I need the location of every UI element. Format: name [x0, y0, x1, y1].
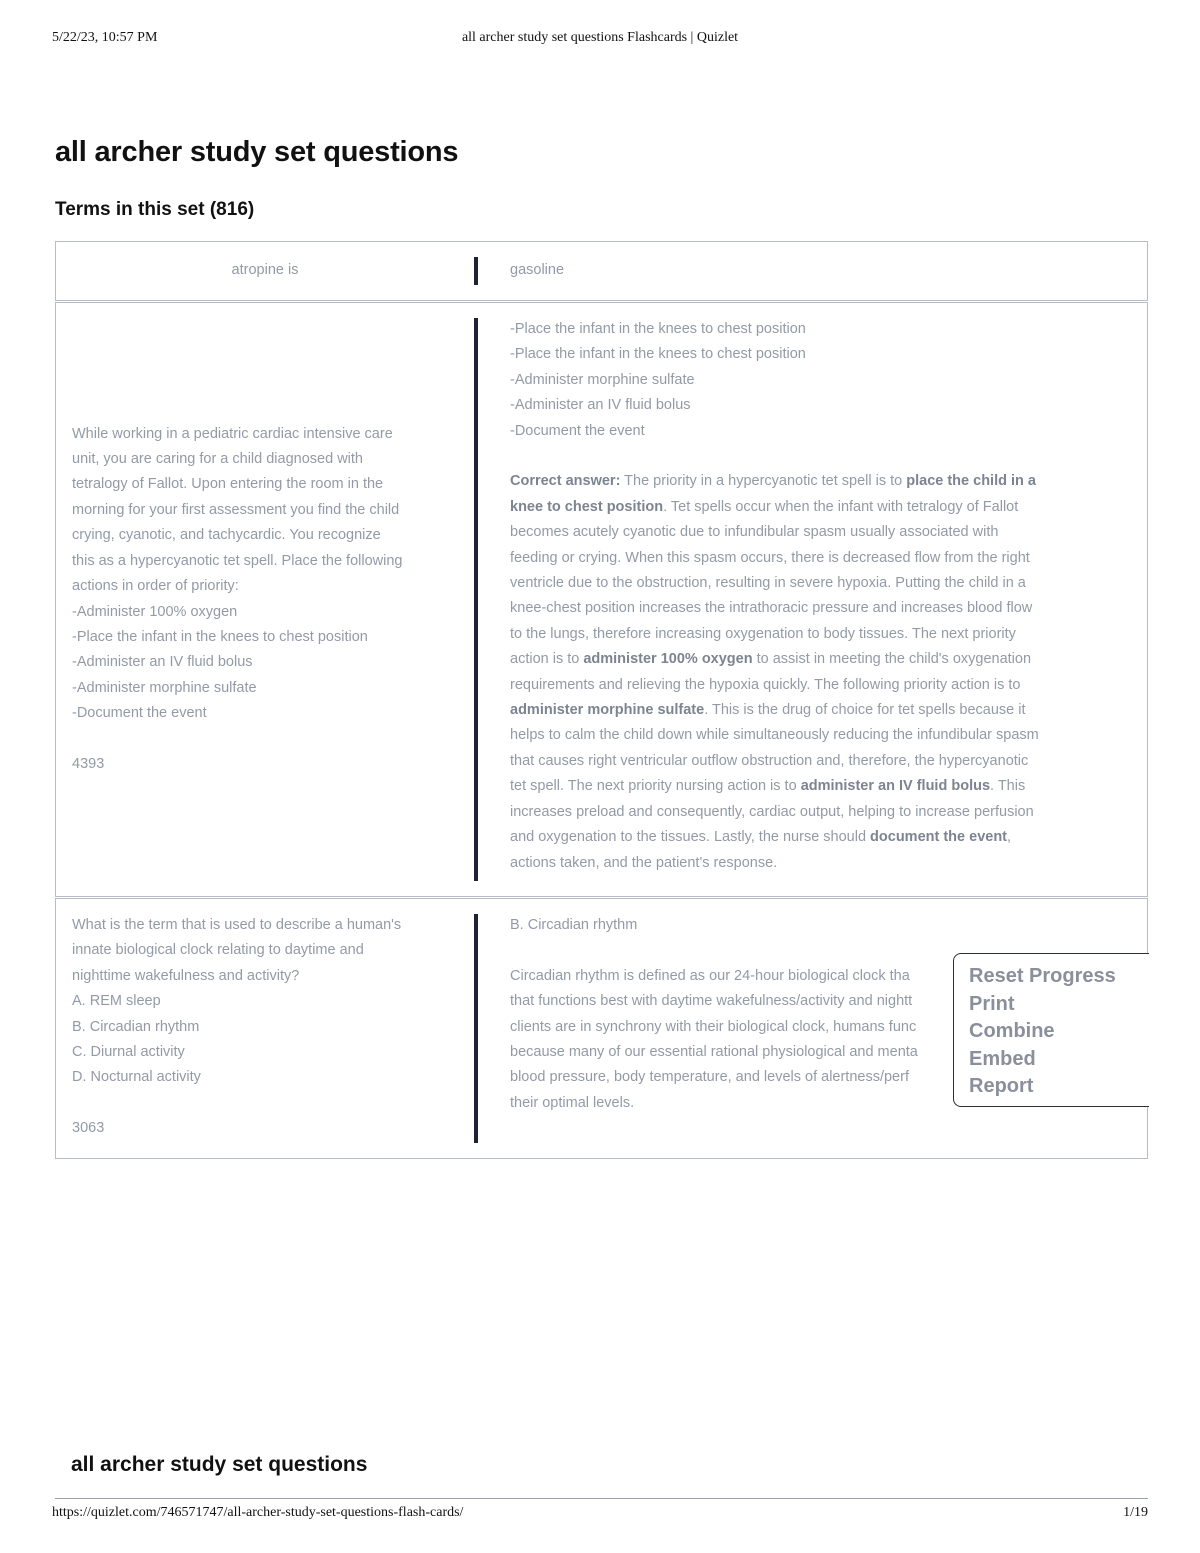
print-footer: [52, 1505, 1148, 1525]
print-datetime: 5/22/23, 10:57 PM: [52, 30, 158, 45]
explanation-line: requirements and relieving the hypoxia quickly. The following priority action is to: [510, 676, 1021, 693]
explanation-line: actions taken, and the patient's response.: [510, 854, 778, 871]
emphasis: administer an IV fluid bolus: [800, 778, 991, 795]
term-row[interactable]: [55, 241, 1148, 301]
terms-heading: Terms in this set (816): [55, 199, 255, 220]
text-line: -Document the event: [72, 705, 207, 722]
definition-text: [478, 303, 1147, 896]
explanation-line: administer morphine sulfate. This is the drug of choice for tet spells because it: [510, 702, 1026, 719]
explanation-line: knee-chest position increases the intrathoracic pressure and increases blood flow: [510, 600, 1033, 617]
reset-progress-menu-item[interactable]: Reset Progress: [969, 965, 1116, 987]
term-text: [56, 899, 474, 1158]
explanation-line: and oxygenation to the tissues. Lastly, the nurse should document the event,: [510, 829, 1012, 846]
explanation-line: becomes acutely cyanotic due to infundibular spasm usually associated with: [510, 524, 999, 541]
text-line: [72, 727, 458, 752]
explanation-line: ventricle due to the obstruction, resulting in severe hypoxia. Putting the child in a: [510, 575, 1026, 592]
text-line: -Administer an IV fluid bolus: [72, 654, 253, 671]
emphasis: document the event: [870, 829, 1008, 846]
term-text: atropine is: [231, 262, 299, 279]
report-menu-item[interactable]: Report: [969, 1075, 1034, 1097]
text-line: -Administer morphine sulfate: [72, 679, 257, 696]
text-line: tetralogy of Fallot. Upon entering the room in the: [72, 476, 384, 493]
text-line: crying, cyanotic, and tachycardic. You recognize: [72, 527, 381, 544]
text-line: Circadian rhythm is defined as our 24-hour biological clock tha: [510, 967, 910, 984]
text-line: unit, you are caring for a child diagnosed with: [72, 451, 363, 468]
text-line: this as a hypercyanotic tet spell. Place the following: [72, 552, 403, 569]
text-line: 4393: [72, 755, 105, 772]
explanation-line: tet spell. The next priority nursing action is to administer an IV fluid bolus. This: [510, 778, 1026, 795]
text-line: clients are in synchrony with their biological clock, humans func: [510, 1018, 917, 1035]
text-line: innate biological clock relating to daytime and: [72, 942, 364, 959]
definition-text: gasoline: [510, 262, 565, 279]
print-menu-item[interactable]: Print: [969, 992, 1015, 1015]
text-line: B. Circadian rhythm: [72, 1018, 200, 1035]
emphasis: knee to chest position: [510, 498, 664, 515]
text-line: What is the term that is used to describe a human's: [72, 917, 402, 933]
options-menu: [953, 953, 1149, 1107]
emphasis: place the child in a: [906, 473, 1036, 490]
emphasis: Correct answer:: [510, 473, 621, 490]
text-line: -Place the infant in the knees to chest position: [510, 346, 806, 363]
text-line: B. Circadian rhythm: [510, 917, 638, 933]
print-page-number: 1/19: [1123, 1505, 1148, 1520]
emphasis: administer 100% oxygen: [583, 651, 753, 668]
page-title: all archer study set questions: [55, 136, 459, 168]
explanation-line: feeding or crying. When this spasm occurs, there is decreased flow from the right: [510, 549, 1030, 566]
text-line: A. REM sleep: [72, 993, 161, 1010]
explanation-line: that causes right ventricular outflow obstruction and, therefore, the hypercyanotic: [510, 752, 1029, 769]
text-line: blood pressure, body temperature, and levels of alertness/perf: [510, 1069, 909, 1086]
text-line: because many of our essential rational physiological and menta: [510, 1044, 918, 1061]
text-line: morning for your first assessment you find the child: [72, 501, 400, 518]
embed-menu-item[interactable]: Embed: [969, 1047, 1036, 1070]
text-line: -Administer an IV fluid bolus: [510, 397, 691, 414]
footer-divider: [55, 1498, 1148, 1499]
spacer: [510, 444, 1107, 469]
text-line: that functions best with daytime wakefulness/activity and nightt: [510, 993, 913, 1010]
text-line: C. Diurnal activity: [72, 1044, 185, 1061]
text-line: -Administer morphine sulfate: [510, 371, 695, 388]
footer-set-title: all archer study set questions: [71, 1453, 368, 1476]
text-line: -Place the infant in the knees to chest position: [72, 628, 368, 645]
text-line: [72, 1091, 458, 1116]
text-line: While working in a pediatric cardiac intensive care: [72, 425, 393, 442]
explanation-line: to the lungs, therefore increasing oxygenation to body tissues. The next priority: [510, 625, 1016, 642]
text-line: -Administer 100% oxygen: [72, 603, 238, 620]
text-line: -Place the infant in the knees to chest position: [510, 321, 806, 337]
print-header: [52, 30, 1148, 50]
term-text: [56, 303, 474, 896]
explanation-line: increases preload and consequently, cardiac output, helping to increase perfusion: [510, 803, 1034, 820]
text-line: -Document the event: [510, 422, 645, 439]
explanation-line: helps to calm the child down while simultaneously reducing the infundibular spasm: [510, 727, 1039, 744]
combine-menu-item[interactable]: Combine: [969, 1020, 1055, 1042]
text-line: 3063: [72, 1120, 105, 1137]
term-row[interactable]: [55, 302, 1148, 897]
text-line: actions in order of priority:: [72, 578, 239, 595]
print-url: https://quizlet.com/746571747/all-archer-study-set-questions-flash-cards/: [52, 1505, 464, 1520]
print-document-title: all archer study set questions Flashcards | Quizlet: [461, 30, 739, 45]
explanation-line: Correct answer: The priority in a hypercyanotic tet spell is to place the child in a: [510, 473, 1036, 490]
text-line: nighttime wakefulness and activity?: [72, 967, 300, 984]
text-line: D. Nocturnal activity: [72, 1069, 201, 1086]
explanation-line: knee to chest position. Tet spells occur when the infant with tetralogy of Fallot: [510, 498, 1019, 515]
explanation-line: action is to administer 100% oxygen to assist in meeting the child's oxygenation: [510, 651, 1032, 668]
emphasis: administer morphine sulfate: [510, 702, 705, 719]
text-line: their optimal levels.: [510, 1094, 635, 1111]
